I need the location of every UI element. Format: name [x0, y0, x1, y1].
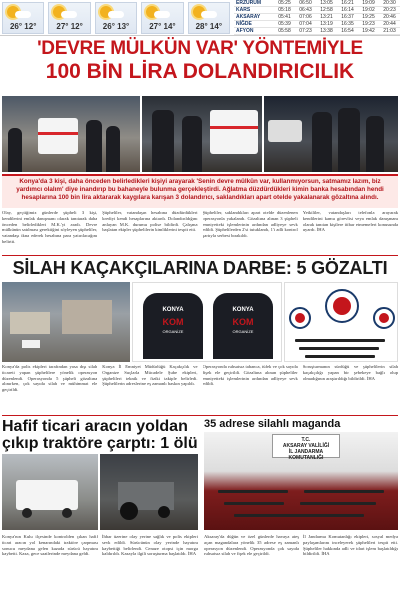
person-figure	[182, 116, 202, 172]
prayer-time: 13:05	[320, 0, 333, 6]
jacket-text-mid: KOM	[162, 317, 184, 327]
story2-column: Soruşturmanın sürdüğü ve şüphelilerin silah kaçakçılığı yapan bir şebekeye bağlı olup olmadığının araştırıldığı bildirildi. İHA	[302, 364, 398, 381]
prayer-time: 19:23	[362, 21, 375, 27]
prayer-time: 05:18	[278, 7, 291, 13]
prayer-time: 20:46	[383, 14, 396, 20]
prayer-time: 05:25	[278, 0, 291, 6]
weather-temp: 28° 14°	[195, 22, 223, 31]
sign-line2: AKSARAY VALİLİĞİ	[282, 443, 330, 449]
prayer-time: 05:58	[278, 28, 291, 34]
photo-police-street	[2, 96, 140, 172]
section-divider	[2, 415, 398, 416]
prayer-time: 20:30	[383, 0, 396, 6]
story1-column: Olay, geçtiğimiz günlerde şüpheli 3 kişi, kendilerini emlak danışmanı olarak tanıtarak daha önceden belirledikleri M.K.'yi aradı. Devre mülkünün satılması gerektiğini söyleyen şüpheliler, vatandaşı ikna ederek hesabına para yatırılacağını belirtti.	[2, 210, 98, 244]
main-headline-line1: 'DEVRE MÜLKÜN VAR' YÖNTEMİYLE	[37, 38, 363, 59]
prayer-time: 07:04	[299, 21, 312, 27]
person-figure	[106, 126, 120, 172]
officer-jacket	[143, 293, 203, 359]
police-emblem-icon	[289, 307, 311, 329]
prayer-time: 16:35	[341, 21, 354, 27]
cloud-icon	[61, 11, 77, 18]
prayer-times-table	[234, 0, 400, 36]
cloud-icon	[154, 11, 170, 18]
main-headline-line2: 100 BİN LİRA DOLANDIRICILIK	[45, 60, 355, 83]
jacket-text-bottom: ORGANİZE	[162, 329, 184, 334]
prayer-city: NİĞDE	[236, 21, 252, 27]
prayer-time: 19:09	[362, 0, 375, 6]
police-emblem-icon	[325, 289, 359, 323]
prayer-city: AKSARAY	[236, 14, 261, 20]
prayer-time: 13:19	[320, 21, 333, 27]
weather-day	[141, 2, 183, 34]
story3-headline: Hafif ticari aracın yoldan çıkıp traktöre çarptı: 1 ölü	[2, 418, 198, 452]
wheel-shape	[120, 502, 138, 520]
prayer-time: 16:54	[341, 28, 354, 34]
person-figure	[86, 120, 102, 172]
weather-temp: 27° 14°	[149, 22, 176, 31]
prayer-time: 16:37	[341, 14, 354, 20]
wheel-shape	[22, 508, 32, 518]
story1-column: Şüpheliler, vatandaşın hesabına düzdürdükleri krediyi kendi hesaplarına aktardı. Dolandırıldığını anlayan M.K. durumu polise bildirdi. Çalışma başlatan ekipler şüphelilerin kimliklerini tespit etti.	[102, 210, 198, 233]
photo-seized-items	[284, 282, 398, 362]
section-divider	[2, 255, 398, 256]
story2-body	[2, 364, 398, 414]
person-figure	[8, 128, 22, 172]
prayer-time: 05:39	[278, 21, 291, 27]
prayer-time: 19:42	[362, 28, 375, 34]
story4-body	[204, 534, 398, 592]
prayer-time: 06:43	[299, 7, 312, 13]
rifle-shape	[300, 502, 376, 505]
person-figure	[312, 112, 332, 172]
person-figure	[338, 108, 360, 172]
story1-lead: Konya'da 3 kişi, daha önceden belirledikleri kişiyi arayarak 'Senin devre mülkün var, kullanmıyorsun, satmamız lazım, biz yardımcı olalım' diye inandırıp bu bahaneyle bulunma gerçekleştirdi. Ağlatma düzdürdükleri kimin banka hesabından hendi hesaplarına 100 bin lira aktararak kaygılara karışan 3 dolandırıcı, saklandıkları apart otelde yakalanarak gözaltına alındı.	[2, 174, 398, 208]
prayer-time: 07:23	[299, 28, 312, 34]
rifle-shape	[299, 347, 379, 350]
story2-column: Konya İl Emniyet Müdürlüğü Kaçakçılık ve Organize Suçlarla Mücadele Şube ekipleri, şüphelileri teknik ve fiziki takiple belirledi. Şüphelilerin adreslerine eş zamanlı baskın yapıldı.	[102, 364, 198, 387]
rifle-shape	[218, 490, 288, 493]
ambulance-shape	[210, 110, 258, 154]
weather-day	[48, 2, 90, 34]
wheel-shape	[62, 508, 72, 518]
car-shape	[268, 120, 302, 142]
prayer-time: 13:21	[320, 14, 333, 20]
story3-column: Konya'nın Kulu ilçesinde kontrolden çıkan hafif ticari aracın yol kenarındaki traktöre çarpması sonucu meydana gelen kazada sürücü hayatını kaybetti. Kaza, gece saatlerinde meydana geldi.	[2, 534, 98, 557]
cloud-icon	[15, 11, 31, 18]
story1-column: Yetkililer, vatandaşları telefonla arayarak kendilerini kamu görevlisi veya emlak danışmanı olarak tanıtan kişilere itibar etmemeleri konusunda uyardı. İHA	[302, 210, 398, 233]
cloud-icon	[108, 11, 124, 18]
wheel-shape	[158, 506, 170, 518]
prayer-time: 12:58	[320, 7, 333, 13]
rifle-shape	[305, 355, 375, 358]
car-shape	[22, 340, 40, 348]
prayer-time: 20:44	[383, 21, 396, 27]
prayer-time: 20:23	[383, 7, 396, 13]
jacket-text-top: KONYA	[162, 307, 184, 313]
van-shape	[16, 480, 78, 510]
building-shape	[10, 312, 50, 334]
weather-temp: 26° 12°	[9, 22, 37, 31]
photo-seized-weapons-table	[204, 432, 398, 530]
story3-column: İhbar üzerine olay yerine sağlık ve polis ekipleri sevk edildi. Sürücünün olay yerinde hayatını kaybettiği belirlendi. Cenaze otopsi için morga kaldırıldı. Kazayla ilgili soruşturma başlatıldı. İHA	[102, 534, 198, 557]
weather-temp: 27° 12°	[56, 22, 83, 31]
jacket-text-top: KONYA	[232, 307, 254, 313]
rifle-shape	[234, 514, 364, 517]
story4-headline: 35 adrese silahlı maganda	[204, 418, 341, 430]
story3-body	[2, 534, 198, 592]
prayer-time: 06:50	[299, 0, 312, 6]
weather-day	[2, 2, 44, 34]
weather-day	[188, 2, 230, 34]
prayer-time: 21:03	[383, 28, 396, 34]
weather-strip	[0, 0, 232, 36]
vehicle-stripe	[38, 132, 78, 135]
prayer-city: KARS	[236, 7, 251, 13]
prayer-time: 19:25	[362, 14, 375, 20]
weather-day	[95, 2, 137, 34]
rifle-shape	[224, 502, 284, 505]
sign-line3: İL JANDARMA KOMUTANLIĞI	[288, 449, 324, 461]
photo-arrest	[142, 96, 262, 172]
prayer-time: 19:02	[362, 7, 375, 13]
story2-column: Konya'da polis ekipleri tarafından yasa dışı silah ticareti yapan şüphelilere yönelik operasyon düzenlendi. Operasyonda 5 şüpheli gözaltına alınırken, çok sayıda silah ve mühimmat ele geçirildi.	[2, 364, 98, 393]
story2-headline: SİLAH KAÇAKÇILARINA DARBE: 5 GÖZALTI	[12, 258, 388, 278]
person-figure	[366, 116, 384, 172]
rifle-shape	[304, 490, 384, 493]
photo-officers-backs	[132, 282, 282, 362]
prayer-time: 16:14	[341, 7, 354, 13]
photo-night-arrest	[264, 96, 398, 172]
jacket-text-bottom: ORGANİZE	[232, 329, 254, 334]
photo-crashed-van	[2, 454, 98, 530]
gendarmerie-sign	[272, 434, 340, 461]
story4-column: Aksaray'da düğün ve özel günlerde havaya ateş açan magandalara yönelik 35 adrese eş zamanlı operasyon düzenlendi. Operasyonda çok sayıda ruhsatsız silah ve fişek ele geçirildi.	[204, 534, 299, 557]
ambulance-shape	[38, 118, 78, 154]
top-bar	[0, 0, 400, 36]
prayer-row	[234, 28, 400, 35]
person-figure	[152, 110, 174, 172]
prayer-row	[234, 7, 400, 14]
photo-tractor-scene	[100, 454, 198, 530]
jacket-text-mid: KOM	[232, 317, 254, 327]
sign-line1: T.C.	[301, 437, 311, 443]
prayer-row	[234, 0, 400, 7]
prayer-time: 05:41	[278, 14, 291, 20]
police-emblem-icon	[373, 307, 395, 329]
officer-jacket	[213, 293, 273, 359]
weather-temp: 26° 13°	[102, 22, 130, 31]
cloud-icon	[201, 11, 217, 18]
prayer-row	[234, 21, 400, 28]
photo-aerial-site	[2, 282, 130, 362]
prayer-city: ERZURUM	[236, 0, 261, 6]
story1-body	[2, 210, 398, 254]
prayer-time: 16:21	[341, 0, 354, 6]
prayer-row	[234, 14, 400, 21]
prayer-city: AFYON	[236, 28, 254, 34]
prayer-time: 13:38	[320, 28, 333, 34]
vehicle-stripe	[210, 126, 258, 129]
prayer-time: 07:06	[299, 14, 312, 20]
story1-column: Şüpheliler, saklandıkları apart otelde düzenlenen operasyonla yakalandı. Gözaltına alınan 3 şüpheli emniyetteki işlemlerinin ardından adliyeye sevk edildi. Şüphelilerden 2'si tutuklandı, 1'i adli kontrol şartıyla serbest bırakıldı.	[202, 210, 298, 239]
story2-column: Operasyonda ruhsatsız tabanca, tüfek ve çok sayıda fişek ele geçirildi. Gözaltına alınan şüpheliler emniyetteki işlemlerinin ardından adliyeye sevk edildi.	[202, 364, 298, 387]
rifle-shape	[295, 339, 385, 342]
building-shape	[62, 300, 112, 334]
story4-column: İl Jandarma Komutanlığı ekipleri, sosyal medya paylaşımlarını inceleyerek şüphelileri tespit etti. Şüpheliler hakkında adli ve idari işlem başlatıldığı bildirildi. İHA	[303, 534, 398, 557]
